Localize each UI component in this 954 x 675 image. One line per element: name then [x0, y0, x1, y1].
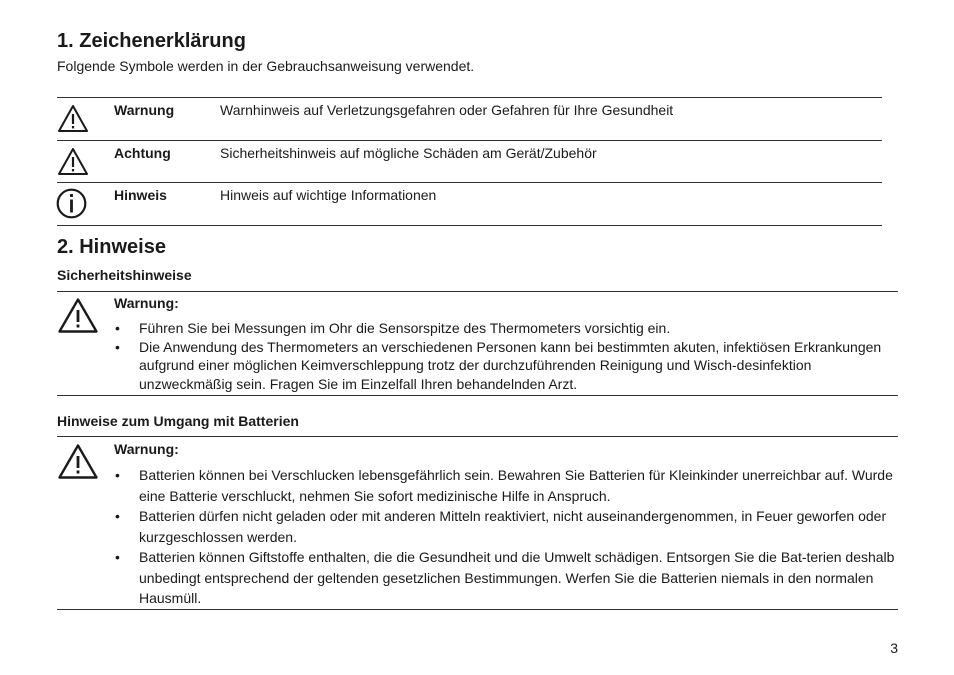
- bullet: •: [115, 508, 120, 524]
- divider: [57, 140, 882, 141]
- list-item-text: Führen Sie bei Messungen im Ohr die Sensorspitze des Thermometers vorsichtig ein.: [139, 320, 671, 336]
- safety-warning-list: [115, 319, 905, 393]
- bullet: •: [115, 549, 120, 565]
- bullet: •: [115, 320, 120, 336]
- legend-label-warning: Warnung: [114, 102, 175, 118]
- warning-label-batteries: Warnung:: [114, 441, 179, 457]
- list-item: [115, 319, 905, 338]
- legend-text-note: Hinweis auf wichtige Informationen: [220, 187, 437, 203]
- list-item: [115, 506, 905, 547]
- page-number: 3: [890, 640, 898, 656]
- list-item-text: Batterien dürfen nicht geladen oder mit anderen Mitteln reaktiviert, nicht auseinandergenommen, in Feuer geworfen oder kurzgeschlossen werden.: [139, 508, 887, 545]
- warning-label-safety: Warnung:: [114, 295, 179, 311]
- list-item-text: Batterien können bei Verschlucken lebensgefährlich sein. Bewahren Sie Batterien für Kleinkinder unerreichbar auf. Wurde eine Batterie verschluckt, nehmen Sie sofort medizinische Hilfe in Anspruch.: [139, 467, 893, 504]
- legend-label-note: Hinweis: [114, 187, 167, 203]
- legend-label-caution: Achtung: [114, 145, 171, 161]
- warning-triangle-icon: [57, 443, 99, 480]
- divider: [57, 609, 898, 610]
- divider: [57, 395, 898, 396]
- section-intro: Folgende Symbole werden in der Gebrauchsanweisung verwendet.: [57, 58, 475, 74]
- list-item: [115, 465, 905, 506]
- warning-triangle-icon: [57, 147, 89, 176]
- list-item: [115, 338, 905, 394]
- legend-text-warning: Warnhinweis auf Verletzungsgefahren oder Gefahren für Ihre Gesundheit: [220, 102, 674, 118]
- section-title-notes: 2. Hinweise: [57, 236, 166, 258]
- warning-triangle-icon: [57, 297, 99, 334]
- bullet: •: [115, 467, 120, 483]
- legend-text-caution: Sicherheitshinweis auf mögliche Schäden am Gerät/Zubehör: [220, 145, 597, 161]
- battery-warning-list: [115, 465, 905, 609]
- subheading-safety: Sicherheitshinweise: [57, 267, 192, 283]
- bullet: •: [115, 338, 120, 355]
- divider: [57, 436, 898, 437]
- divider: [57, 225, 882, 226]
- info-circle-icon: [56, 188, 87, 219]
- section-title-symbols: 1. Zeichenerklärung: [57, 30, 246, 52]
- divider: [57, 291, 898, 292]
- divider: [57, 182, 882, 183]
- warning-triangle-icon: [57, 104, 89, 133]
- divider: [57, 97, 882, 98]
- list-item: [115, 547, 905, 609]
- list-item-text: Die Anwendung des Thermometers an verschiedenen Personen kann bei bestimmten akuten, infektiösen Erkrankungen aufgrund einer möglichen Keimverschleppung trotz der durchzuführenden Reinigung und Wisch-desinfektion unzweckmäßig sein. Fragen Sie im Einzelfall Ihren behandelnden Arzt.: [139, 338, 882, 392]
- subheading-batteries: Hinweise zum Umgang mit Batterien: [57, 413, 299, 429]
- list-item-text: Batterien können Giftstoffe enthalten, die die Gesundheit und die Umwelt schädigen. Entsorgen Sie die Bat-terien deshalb unbedingt entsprechend der geltenden gesetzlichen Bestimmungen. Werfen Sie die Batterien niemals in den normalen Hausmüll.: [139, 549, 895, 606]
